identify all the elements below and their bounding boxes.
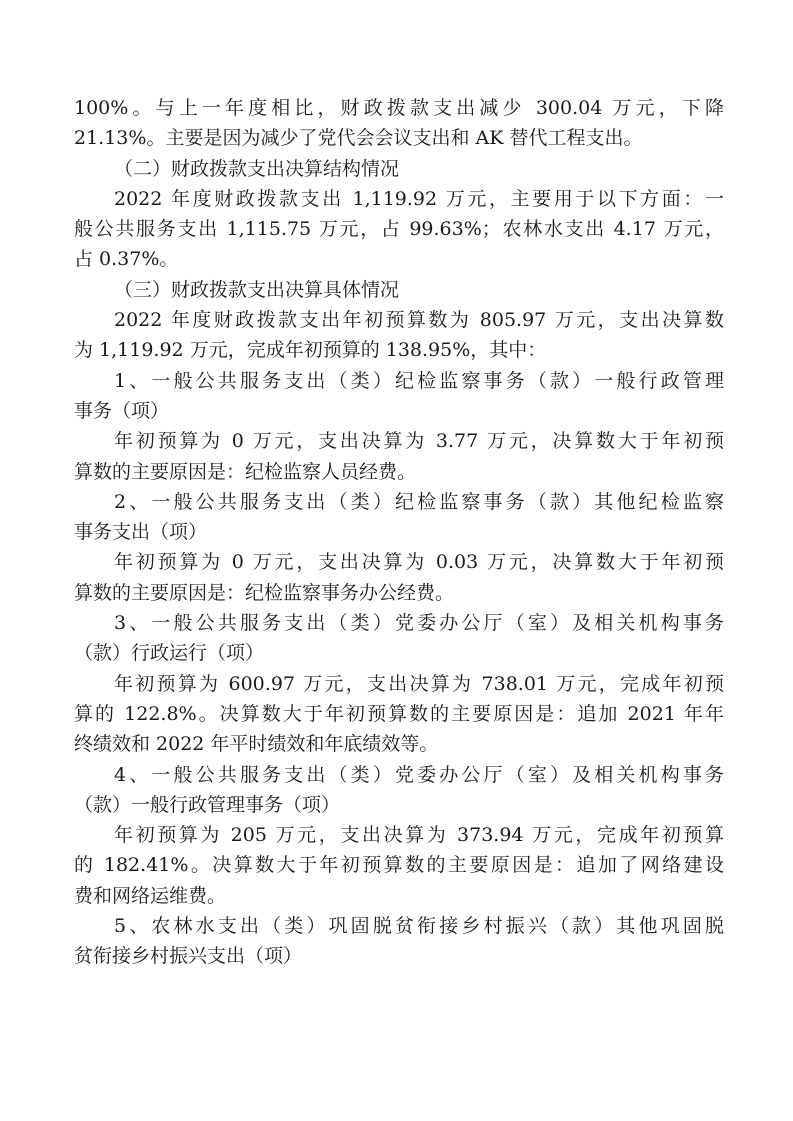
- paragraph-line: 的 182.41%。决算数大于年初预算数的主要原因是：追加了网络建设: [74, 854, 724, 877]
- document-body: [74, 93, 724, 972]
- paragraph-line: 费和网络运维费。: [74, 884, 227, 907]
- item-heading: 3、一般公共服务支出（类）党委办公厅（室）及相关机构事务: [114, 612, 724, 635]
- item-heading: 5、农林水支出（类）巩固脱贫衔接乡村振兴（款）其他巩固脱: [114, 915, 724, 938]
- paragraph-line: 算数的主要原因是：纪检监察事务办公经费。: [74, 581, 455, 604]
- item-heading: 1、一般公共服务支出（类）纪检监察事务（款）一般行政管理: [114, 369, 724, 392]
- item-heading: 事务（项）: [74, 399, 170, 422]
- paragraph-line: 年初预算为 205 万元，支出决算为 373.94 万元，完成年初预算: [114, 824, 724, 847]
- paragraph-line: 算的 122.8%。决算数大于年初预算数的主要原因是：追加 2021 年年: [74, 702, 724, 725]
- paragraph-line: 2022 年度财政拨款支出 1,119.92 万元，主要用于以下方面：一: [114, 187, 724, 210]
- paragraph-line: 占 0.37%。: [74, 248, 179, 271]
- paragraph-line: 2022 年度财政拨款支出年初预算数为 805.97 万元，支出决算数: [114, 309, 724, 332]
- paragraph-line: 100%。与上一年度相比，财政拨款支出减少 300.04 万元，下降: [74, 97, 724, 119]
- paragraph-line: 般公共服务支出 1,115.75 万元，占 99.63%；农林水支出 4.17 万元，: [74, 218, 724, 241]
- section-heading: （三）财政拨款支出决算具体情况: [114, 278, 400, 301]
- paragraph-line: 年初预算为 0 万元，支出决算为 3.77 万元，决算数大于年初预: [114, 430, 724, 453]
- item-heading: 4、一般公共服务支出（类）党委办公厅（室）及相关机构事务: [114, 763, 724, 786]
- paragraph-line: 21.13%。主要是因为减少了党代会会议支出和 AK 替代工程支出。: [74, 127, 643, 150]
- item-heading: 贫衔接乡村振兴支出（项）: [74, 945, 303, 968]
- paragraph-line: 算数的主要原因是：纪检监察人员经费。: [74, 460, 417, 483]
- item-heading: 事务支出（项）: [74, 521, 208, 544]
- item-heading: （款）一般行政管理事务（项）: [74, 793, 341, 816]
- paragraph-line: 终绩效和 2022 年平时绩效和年底绩效等。: [74, 733, 439, 756]
- paragraph-line: 年初预算为 0 万元，支出决算为 0.03 万元，决算数大于年初预: [114, 551, 724, 574]
- section-heading: （二）财政拨款支出决算结构情况: [114, 157, 400, 180]
- item-heading: 2、一般公共服务支出（类）纪检监察事务（款）其他纪检监察: [114, 490, 724, 513]
- paragraph-line: 年初预算为 600.97 万元，支出决算为 738.01 万元，完成年初预: [114, 672, 724, 695]
- item-heading: （款）行政运行（项）: [74, 642, 265, 665]
- paragraph-line: 为 1,119.92 万元，完成年初预算的 138.95%，其中：: [74, 339, 547, 362]
